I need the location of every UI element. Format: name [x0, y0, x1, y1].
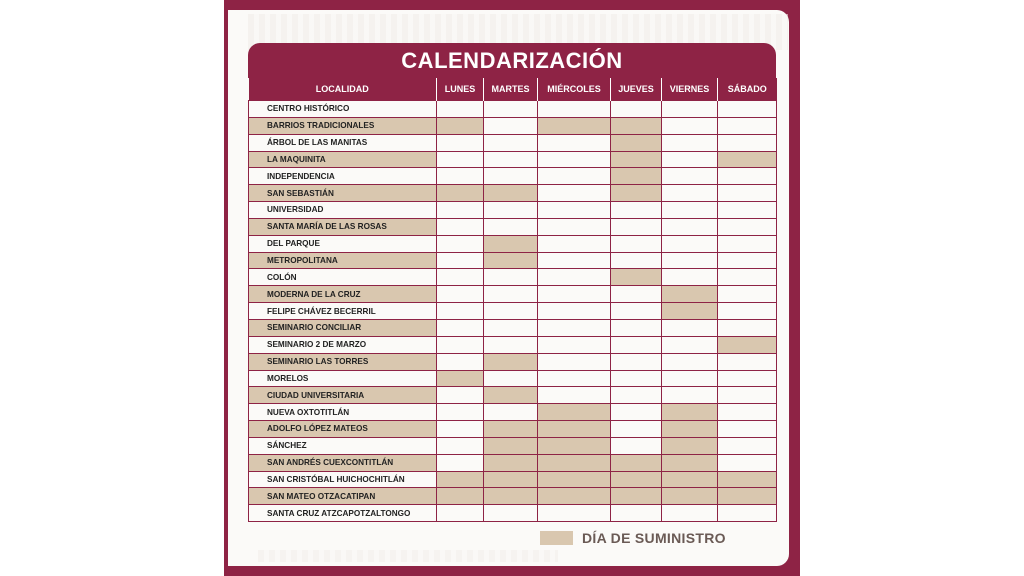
day-cell-jueves — [611, 134, 662, 151]
header-martes: MARTES — [484, 78, 538, 101]
locality-name: MODERNA DE LA CRUZ — [249, 286, 437, 303]
table-row — [249, 437, 777, 454]
day-cell-martes — [484, 134, 538, 151]
day-cell-sabado — [718, 269, 777, 286]
day-cell-miercoles — [538, 151, 611, 168]
table-row — [249, 404, 777, 421]
table-row — [249, 185, 777, 202]
day-cell-jueves — [611, 336, 662, 353]
day-cell-sabado — [718, 421, 777, 438]
day-cell-martes — [484, 185, 538, 202]
day-cell-miercoles — [538, 454, 611, 471]
day-cell-lunes — [437, 471, 484, 488]
day-cell-martes — [484, 151, 538, 168]
day-cell-jueves — [611, 218, 662, 235]
day-cell-miercoles — [538, 471, 611, 488]
day-cell-sabado — [718, 336, 777, 353]
table-row — [249, 454, 777, 471]
header-lunes: LUNES — [437, 78, 484, 101]
legend — [540, 530, 726, 546]
day-cell-miercoles — [538, 168, 611, 185]
locality-name: ÁRBOL DE LAS MANITAS — [249, 134, 437, 151]
table-row — [249, 101, 777, 118]
day-cell-miercoles — [538, 505, 611, 522]
header-viernes: VIERNES — [662, 78, 718, 101]
day-cell-jueves — [611, 319, 662, 336]
day-cell-jueves — [611, 252, 662, 269]
day-cell-martes — [484, 404, 538, 421]
day-cell-lunes — [437, 252, 484, 269]
day-cell-miercoles — [538, 185, 611, 202]
day-cell-miercoles — [538, 303, 611, 320]
day-cell-jueves — [611, 168, 662, 185]
day-cell-lunes — [437, 117, 484, 134]
day-cell-martes — [484, 454, 538, 471]
day-cell-viernes — [662, 168, 718, 185]
page-title: CALENDARIZACIÓN — [248, 43, 776, 78]
table-row — [249, 134, 777, 151]
day-cell-martes — [484, 370, 538, 387]
locality-name: DEL PARQUE — [249, 235, 437, 252]
day-cell-miercoles — [538, 353, 611, 370]
day-cell-martes — [484, 235, 538, 252]
locality-name: SAN ANDRÉS CUEXCONTITLÁN — [249, 454, 437, 471]
day-cell-martes — [484, 101, 538, 118]
day-cell-sabado — [718, 370, 777, 387]
locality-name: METROPOLITANA — [249, 252, 437, 269]
table-row — [249, 505, 777, 522]
day-cell-lunes — [437, 319, 484, 336]
day-cell-viernes — [662, 303, 718, 320]
day-cell-lunes — [437, 387, 484, 404]
day-cell-martes — [484, 505, 538, 522]
day-cell-miercoles — [538, 101, 611, 118]
day-cell-sabado — [718, 319, 777, 336]
day-cell-miercoles — [538, 319, 611, 336]
day-cell-viernes — [662, 454, 718, 471]
table-row — [249, 488, 777, 505]
day-cell-sabado — [718, 151, 777, 168]
day-cell-sabado — [718, 454, 777, 471]
day-cell-martes — [484, 336, 538, 353]
background-texture-footer — [258, 550, 558, 562]
day-cell-sabado — [718, 471, 777, 488]
day-cell-viernes — [662, 151, 718, 168]
day-cell-viernes — [662, 235, 718, 252]
day-cell-viernes — [662, 471, 718, 488]
day-cell-lunes — [437, 235, 484, 252]
day-cell-miercoles — [538, 404, 611, 421]
day-cell-martes — [484, 437, 538, 454]
locality-name: LA MAQUINITA — [249, 151, 437, 168]
day-cell-lunes — [437, 134, 484, 151]
table-row — [249, 252, 777, 269]
day-cell-lunes — [437, 336, 484, 353]
day-cell-sabado — [718, 117, 777, 134]
day-cell-jueves — [611, 454, 662, 471]
locality-name: SEMINARIO 2 DE MARZO — [249, 336, 437, 353]
header-sabado: SÁBADO — [718, 78, 777, 101]
day-cell-jueves — [611, 269, 662, 286]
day-cell-lunes — [437, 488, 484, 505]
day-cell-sabado — [718, 286, 777, 303]
day-cell-lunes — [437, 269, 484, 286]
locality-name: CIUDAD UNIVERSITARIA — [249, 387, 437, 404]
day-cell-martes — [484, 218, 538, 235]
table-row — [249, 336, 777, 353]
table-row — [249, 387, 777, 404]
day-cell-lunes — [437, 505, 484, 522]
day-cell-jueves — [611, 471, 662, 488]
day-cell-lunes — [437, 421, 484, 438]
day-cell-miercoles — [538, 252, 611, 269]
day-cell-lunes — [437, 101, 484, 118]
day-cell-jueves — [611, 505, 662, 522]
day-cell-viernes — [662, 286, 718, 303]
day-cell-martes — [484, 387, 538, 404]
day-cell-jueves — [611, 185, 662, 202]
day-cell-martes — [484, 252, 538, 269]
day-cell-jueves — [611, 303, 662, 320]
locality-name: INDEPENDENCIA — [249, 168, 437, 185]
locality-name: SÁNCHEZ — [249, 437, 437, 454]
day-cell-martes — [484, 471, 538, 488]
locality-name: ADOLFO LÓPEZ MATEOS — [249, 421, 437, 438]
day-cell-miercoles — [538, 286, 611, 303]
header-miercoles: MIÉRCOLES — [538, 78, 611, 101]
day-cell-jueves — [611, 404, 662, 421]
day-cell-lunes — [437, 185, 484, 202]
locality-name: NUEVA OXTOTITLÁN — [249, 404, 437, 421]
table-row — [249, 269, 777, 286]
table-row — [249, 235, 777, 252]
day-cell-sabado — [718, 488, 777, 505]
locality-name: SANTA MARÍA DE LAS ROSAS — [249, 218, 437, 235]
locality-name: COLÓN — [249, 269, 437, 286]
header-localidad: LOCALIDAD — [249, 78, 437, 101]
day-cell-miercoles — [538, 421, 611, 438]
day-cell-lunes — [437, 370, 484, 387]
table-row — [249, 370, 777, 387]
day-cell-sabado — [718, 387, 777, 404]
day-cell-martes — [484, 168, 538, 185]
day-cell-viernes — [662, 404, 718, 421]
locality-name: CENTRO HISTÓRICO — [249, 101, 437, 118]
day-cell-viernes — [662, 488, 718, 505]
day-cell-lunes — [437, 218, 484, 235]
table-row — [249, 471, 777, 488]
day-cell-lunes — [437, 202, 484, 219]
table-row — [249, 117, 777, 134]
locality-name: SEMINARIO CONCILIAR — [249, 319, 437, 336]
day-cell-lunes — [437, 303, 484, 320]
day-cell-sabado — [718, 505, 777, 522]
day-cell-viernes — [662, 252, 718, 269]
day-cell-sabado — [718, 353, 777, 370]
day-cell-jueves — [611, 437, 662, 454]
table-row — [249, 151, 777, 168]
day-cell-viernes — [662, 437, 718, 454]
day-cell-jueves — [611, 151, 662, 168]
table-row — [249, 168, 777, 185]
day-cell-lunes — [437, 437, 484, 454]
day-cell-miercoles — [538, 269, 611, 286]
day-cell-sabado — [718, 168, 777, 185]
day-cell-jueves — [611, 235, 662, 252]
day-cell-lunes — [437, 404, 484, 421]
day-cell-sabado — [718, 235, 777, 252]
day-cell-sabado — [718, 252, 777, 269]
day-cell-martes — [484, 202, 538, 219]
day-cell-lunes — [437, 353, 484, 370]
day-cell-martes — [484, 286, 538, 303]
table-row — [249, 286, 777, 303]
day-cell-viernes — [662, 117, 718, 134]
day-cell-miercoles — [538, 134, 611, 151]
day-cell-viernes — [662, 505, 718, 522]
day-cell-lunes — [437, 286, 484, 303]
day-cell-martes — [484, 488, 538, 505]
header-row — [249, 78, 777, 101]
day-cell-martes — [484, 269, 538, 286]
day-cell-sabado — [718, 134, 777, 151]
locality-name: SAN MATEO OTZACATIPAN — [249, 488, 437, 505]
day-cell-lunes — [437, 151, 484, 168]
locality-name: SEMINARIO LAS TORRES — [249, 353, 437, 370]
day-cell-miercoles — [538, 437, 611, 454]
table-row — [249, 319, 777, 336]
day-cell-sabado — [718, 437, 777, 454]
day-cell-sabado — [718, 202, 777, 219]
day-cell-jueves — [611, 117, 662, 134]
day-cell-martes — [484, 303, 538, 320]
day-cell-viernes — [662, 218, 718, 235]
day-cell-miercoles — [538, 117, 611, 134]
header-jueves: JUEVES — [611, 78, 662, 101]
day-cell-viernes — [662, 336, 718, 353]
table-row — [249, 421, 777, 438]
day-cell-miercoles — [538, 488, 611, 505]
locality-name: FELIPE CHÁVEZ BECERRIL — [249, 303, 437, 320]
day-cell-viernes — [662, 421, 718, 438]
day-cell-viernes — [662, 185, 718, 202]
table-row — [249, 303, 777, 320]
locality-name: SANTA CRUZ ATZCAPOTZALTONGO — [249, 505, 437, 522]
day-cell-viernes — [662, 101, 718, 118]
day-cell-lunes — [437, 168, 484, 185]
day-cell-sabado — [718, 101, 777, 118]
day-cell-jueves — [611, 387, 662, 404]
day-cell-viernes — [662, 319, 718, 336]
day-cell-jueves — [611, 488, 662, 505]
table-row — [249, 202, 777, 219]
day-cell-miercoles — [538, 235, 611, 252]
day-cell-martes — [484, 353, 538, 370]
day-cell-jueves — [611, 370, 662, 387]
legend-label: DÍA DE SUMINISTRO — [582, 530, 726, 546]
day-cell-miercoles — [538, 336, 611, 353]
day-cell-miercoles — [538, 387, 611, 404]
day-cell-sabado — [718, 303, 777, 320]
day-cell-jueves — [611, 353, 662, 370]
schedule-table — [248, 78, 777, 522]
locality-name: SAN CRISTÓBAL HUICHOCHITLÁN — [249, 471, 437, 488]
locality-name: MORELOS — [249, 370, 437, 387]
day-cell-martes — [484, 319, 538, 336]
locality-name: UNIVERSIDAD — [249, 202, 437, 219]
day-cell-martes — [484, 117, 538, 134]
day-cell-viernes — [662, 387, 718, 404]
day-cell-viernes — [662, 134, 718, 151]
day-cell-viernes — [662, 269, 718, 286]
day-cell-miercoles — [538, 218, 611, 235]
day-cell-jueves — [611, 202, 662, 219]
day-cell-jueves — [611, 286, 662, 303]
day-cell-miercoles — [538, 370, 611, 387]
day-cell-sabado — [718, 185, 777, 202]
day-cell-jueves — [611, 101, 662, 118]
day-cell-miercoles — [538, 202, 611, 219]
locality-name: SAN SEBASTIÁN — [249, 185, 437, 202]
day-cell-viernes — [662, 202, 718, 219]
day-cell-sabado — [718, 218, 777, 235]
locality-name: BARRIOS TRADICIONALES — [249, 117, 437, 134]
day-cell-jueves — [611, 421, 662, 438]
day-cell-viernes — [662, 370, 718, 387]
day-cell-martes — [484, 421, 538, 438]
day-cell-viernes — [662, 353, 718, 370]
legend-swatch — [540, 531, 573, 545]
day-cell-lunes — [437, 454, 484, 471]
day-cell-sabado — [718, 404, 777, 421]
table-row — [249, 218, 777, 235]
table-row — [249, 353, 777, 370]
